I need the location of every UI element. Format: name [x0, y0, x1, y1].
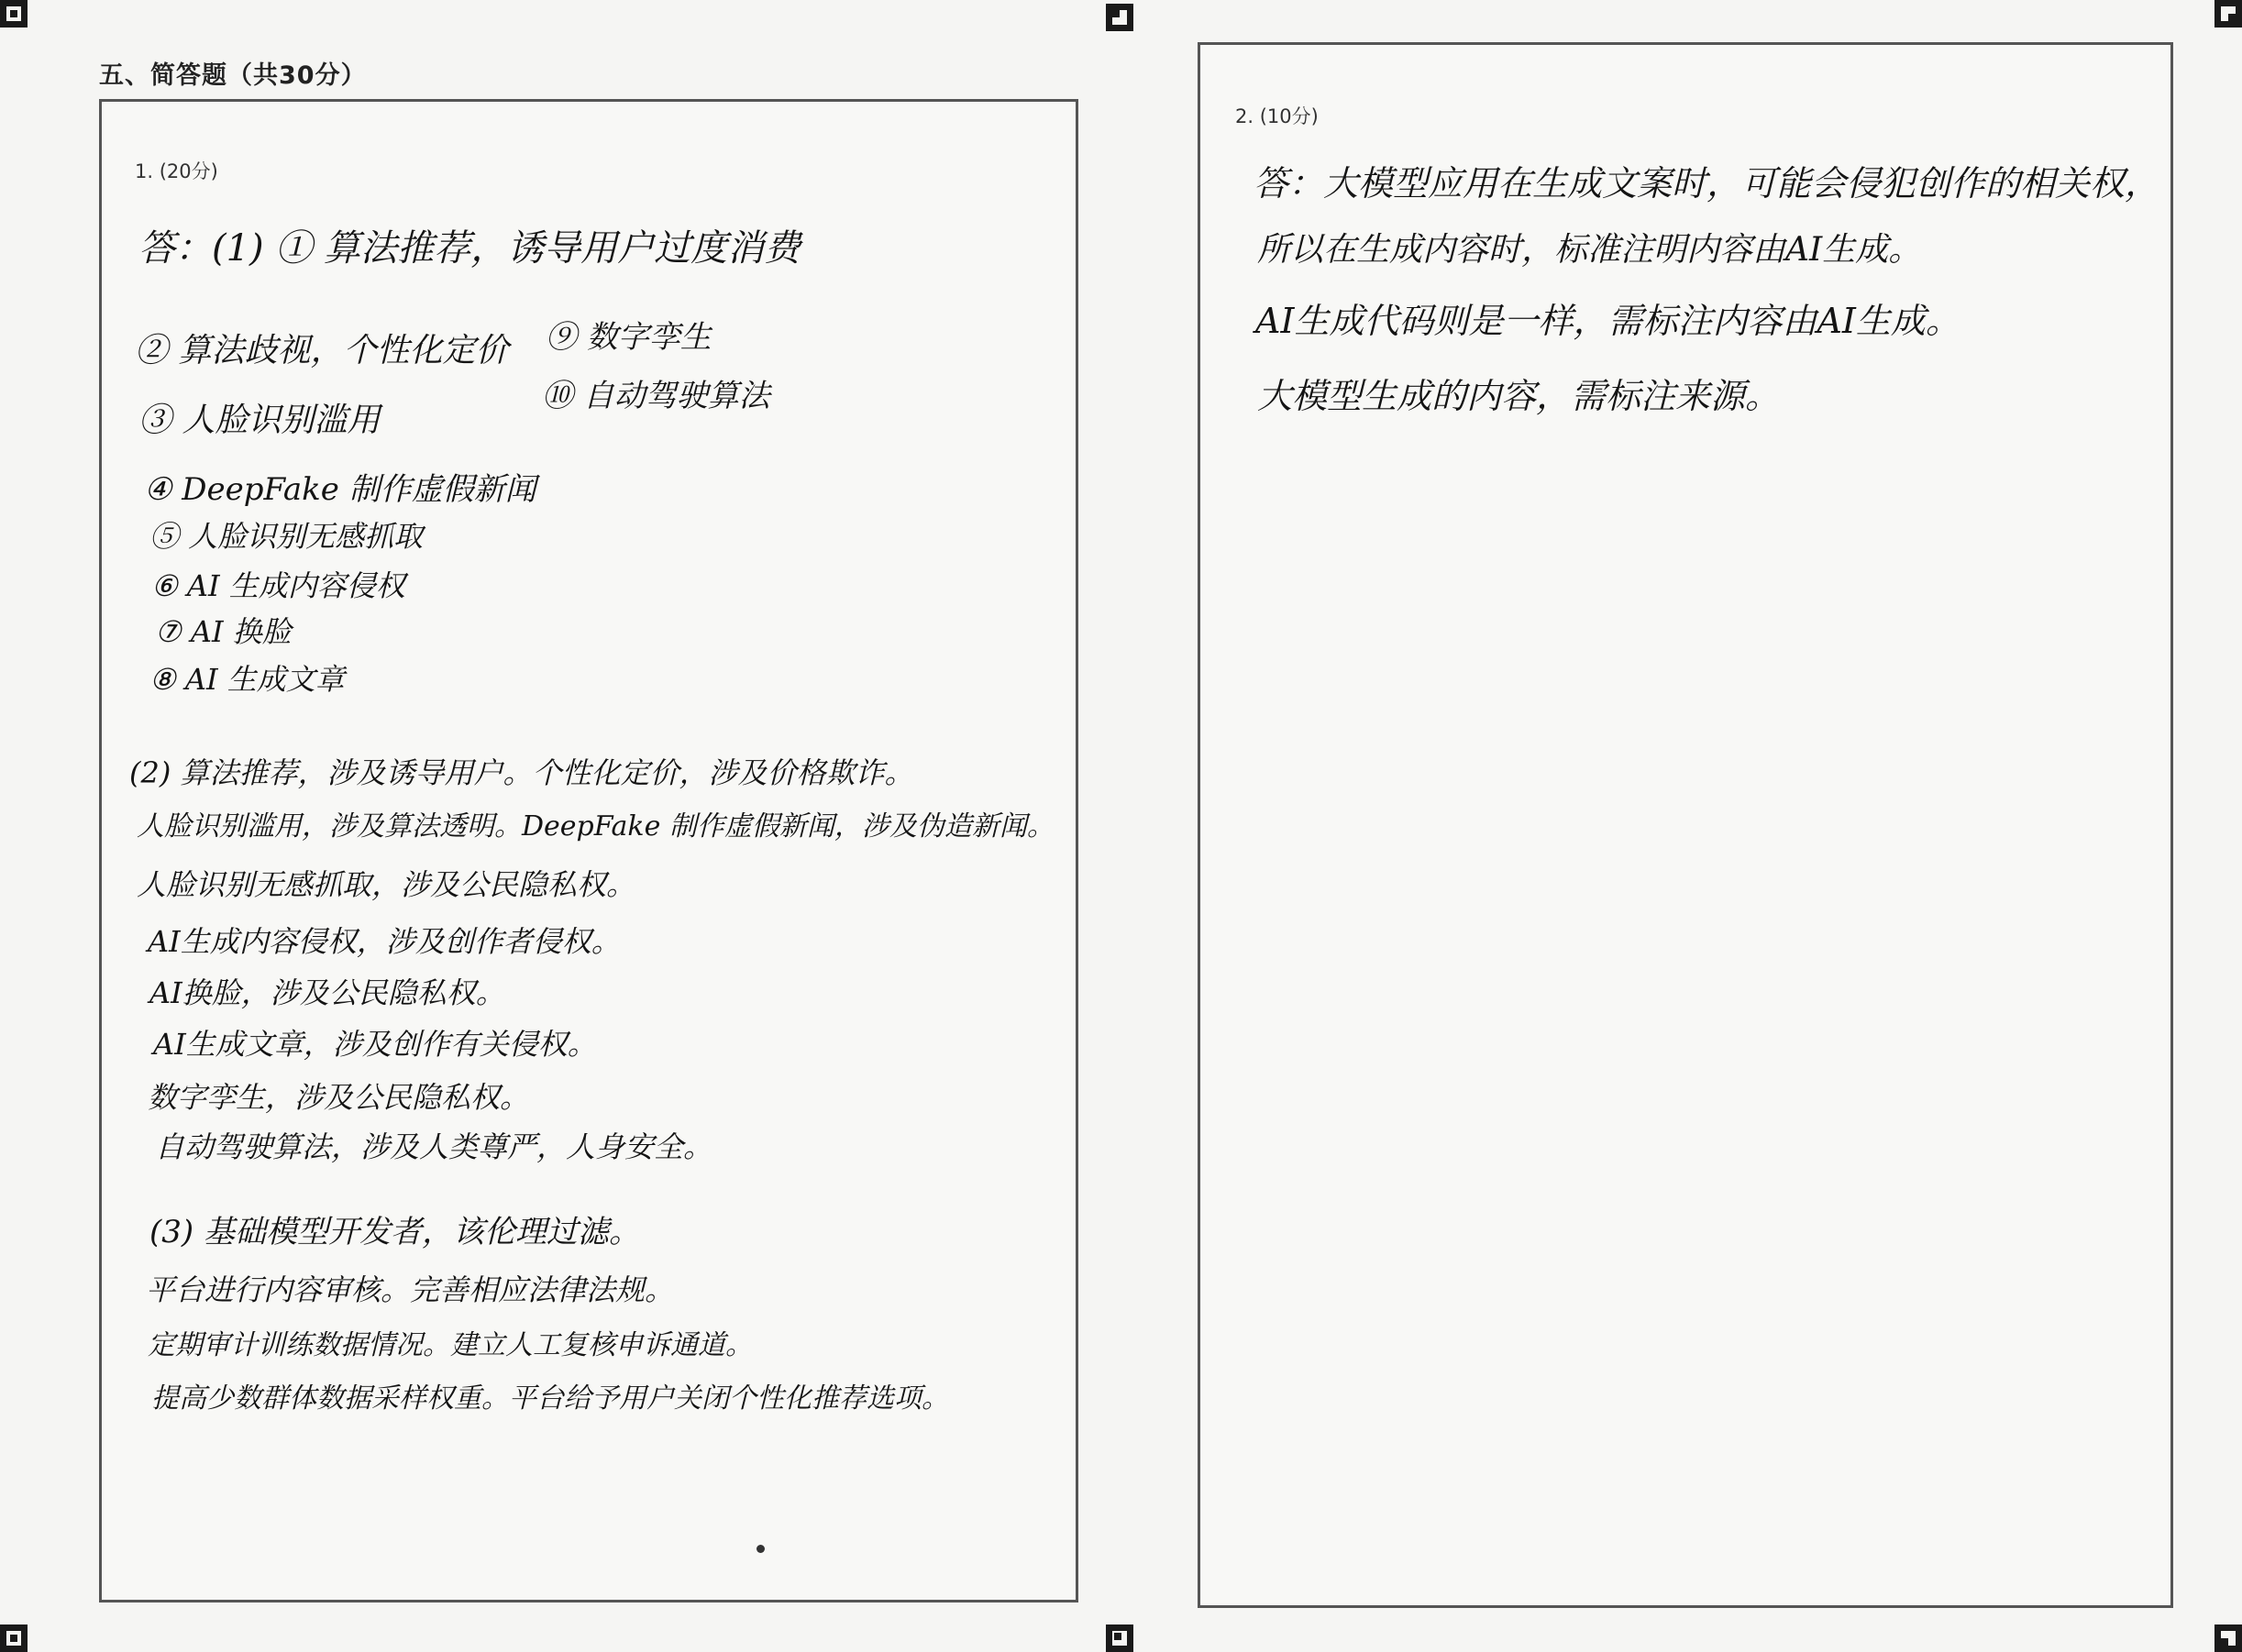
answer-2-line-4: 大模型生成的内容，需标注来源。	[1257, 376, 1781, 416]
registration-marker-top-center	[1106, 4, 1133, 31]
answer-1-item-10: ⑩ 自动驾驶算法	[542, 378, 770, 414]
answer-1-item-6: ⑥ AI 生成内容侵权	[151, 568, 405, 603]
answer-1-part2-line-2: 人脸识别滥用，涉及算法透明。DeepFake 制作虚假新闻，涉及伪造新闻。	[137, 810, 1055, 843]
answer-1-part3-line-1: (3) 基础模型开发者，该伦理过滤。	[149, 1214, 640, 1250]
answer-1-part1-intro: 答：(1) ① 算法推荐，诱导用户过度消费	[138, 227, 801, 270]
answer-1-item-4: ④ DeepFake 制作虚假新闻	[144, 471, 536, 508]
answer-1-part3-line-2: 平台进行内容审核。完善相应法律法规。	[146, 1272, 675, 1307]
answer-1-part2-line-8: 自动驾驶算法，涉及人类尊严，人身安全。	[155, 1129, 713, 1164]
section-title: 五、简答题（共30分）	[99, 61, 367, 90]
answer-box-question-2	[1198, 42, 2173, 1608]
answer-1-item-7: ⑦ AI 换脸	[155, 614, 292, 649]
answer-2-line-2: 所以在生成内容时，标准注明内容由AI生成。	[1257, 231, 1922, 269]
answer-1-part2-line-3: 人脸识别无感抓取，涉及公民隐私权。	[137, 867, 636, 902]
answer-1-part3-line-3: 定期审计训练数据情况。建立人工复核申诉通道。	[148, 1329, 753, 1361]
answer-2-line-1: 答：大模型应用在生成文案时，可能会侵犯创作的相关权，	[1254, 163, 2160, 204]
answer-1-item-3: ③ 人脸识别滥用	[138, 402, 381, 439]
answer-1-part2-line-6: AI生成文章，涉及创作有关侵权。	[153, 1027, 597, 1062]
ink-smudge	[757, 1545, 765, 1553]
answer-1-part3-line-4: 提高少数群体数据采样权重。平台给予用户关闭个性化推荐选项。	[151, 1382, 949, 1415]
registration-marker-bottom-left	[0, 1624, 28, 1652]
registration-marker-bottom-right	[2214, 1624, 2242, 1652]
answer-1-item-8: ⑧ AI 生成文章	[149, 662, 345, 697]
answer-2-line-3: AI生成代码则是一样，需标注内容由AI生成。	[1255, 301, 1960, 341]
answer-1-part2-line-5: AI换脸，涉及公民隐私权。	[149, 975, 505, 1010]
question-1-label: 1. (20分)	[135, 160, 218, 182]
answer-1-part2-line-4: AI生成内容侵权，涉及创作者侵权。	[148, 924, 621, 959]
answer-1-part2-line-1: (2) 算法推荐，涉及诱导用户。个性化定价，涉及价格欺诈。	[129, 755, 914, 790]
answer-1-part2-line-7: 数字孪生，涉及公民隐私权。	[148, 1080, 530, 1115]
registration-marker-bottom-center	[1106, 1624, 1133, 1652]
question-2-label: 2. (10分)	[1235, 105, 1319, 127]
registration-marker-top-left	[0, 0, 28, 28]
registration-marker-top-right	[2214, 0, 2242, 28]
answer-box-question-1	[99, 99, 1078, 1602]
answer-1-item-5: ⑤ 人脸识别无感抓取	[149, 519, 424, 554]
answer-1-item-2: ② 算法歧视，个性化定价	[135, 332, 509, 369]
answer-1-item-9: ⑨ 数字孪生	[546, 319, 712, 356]
